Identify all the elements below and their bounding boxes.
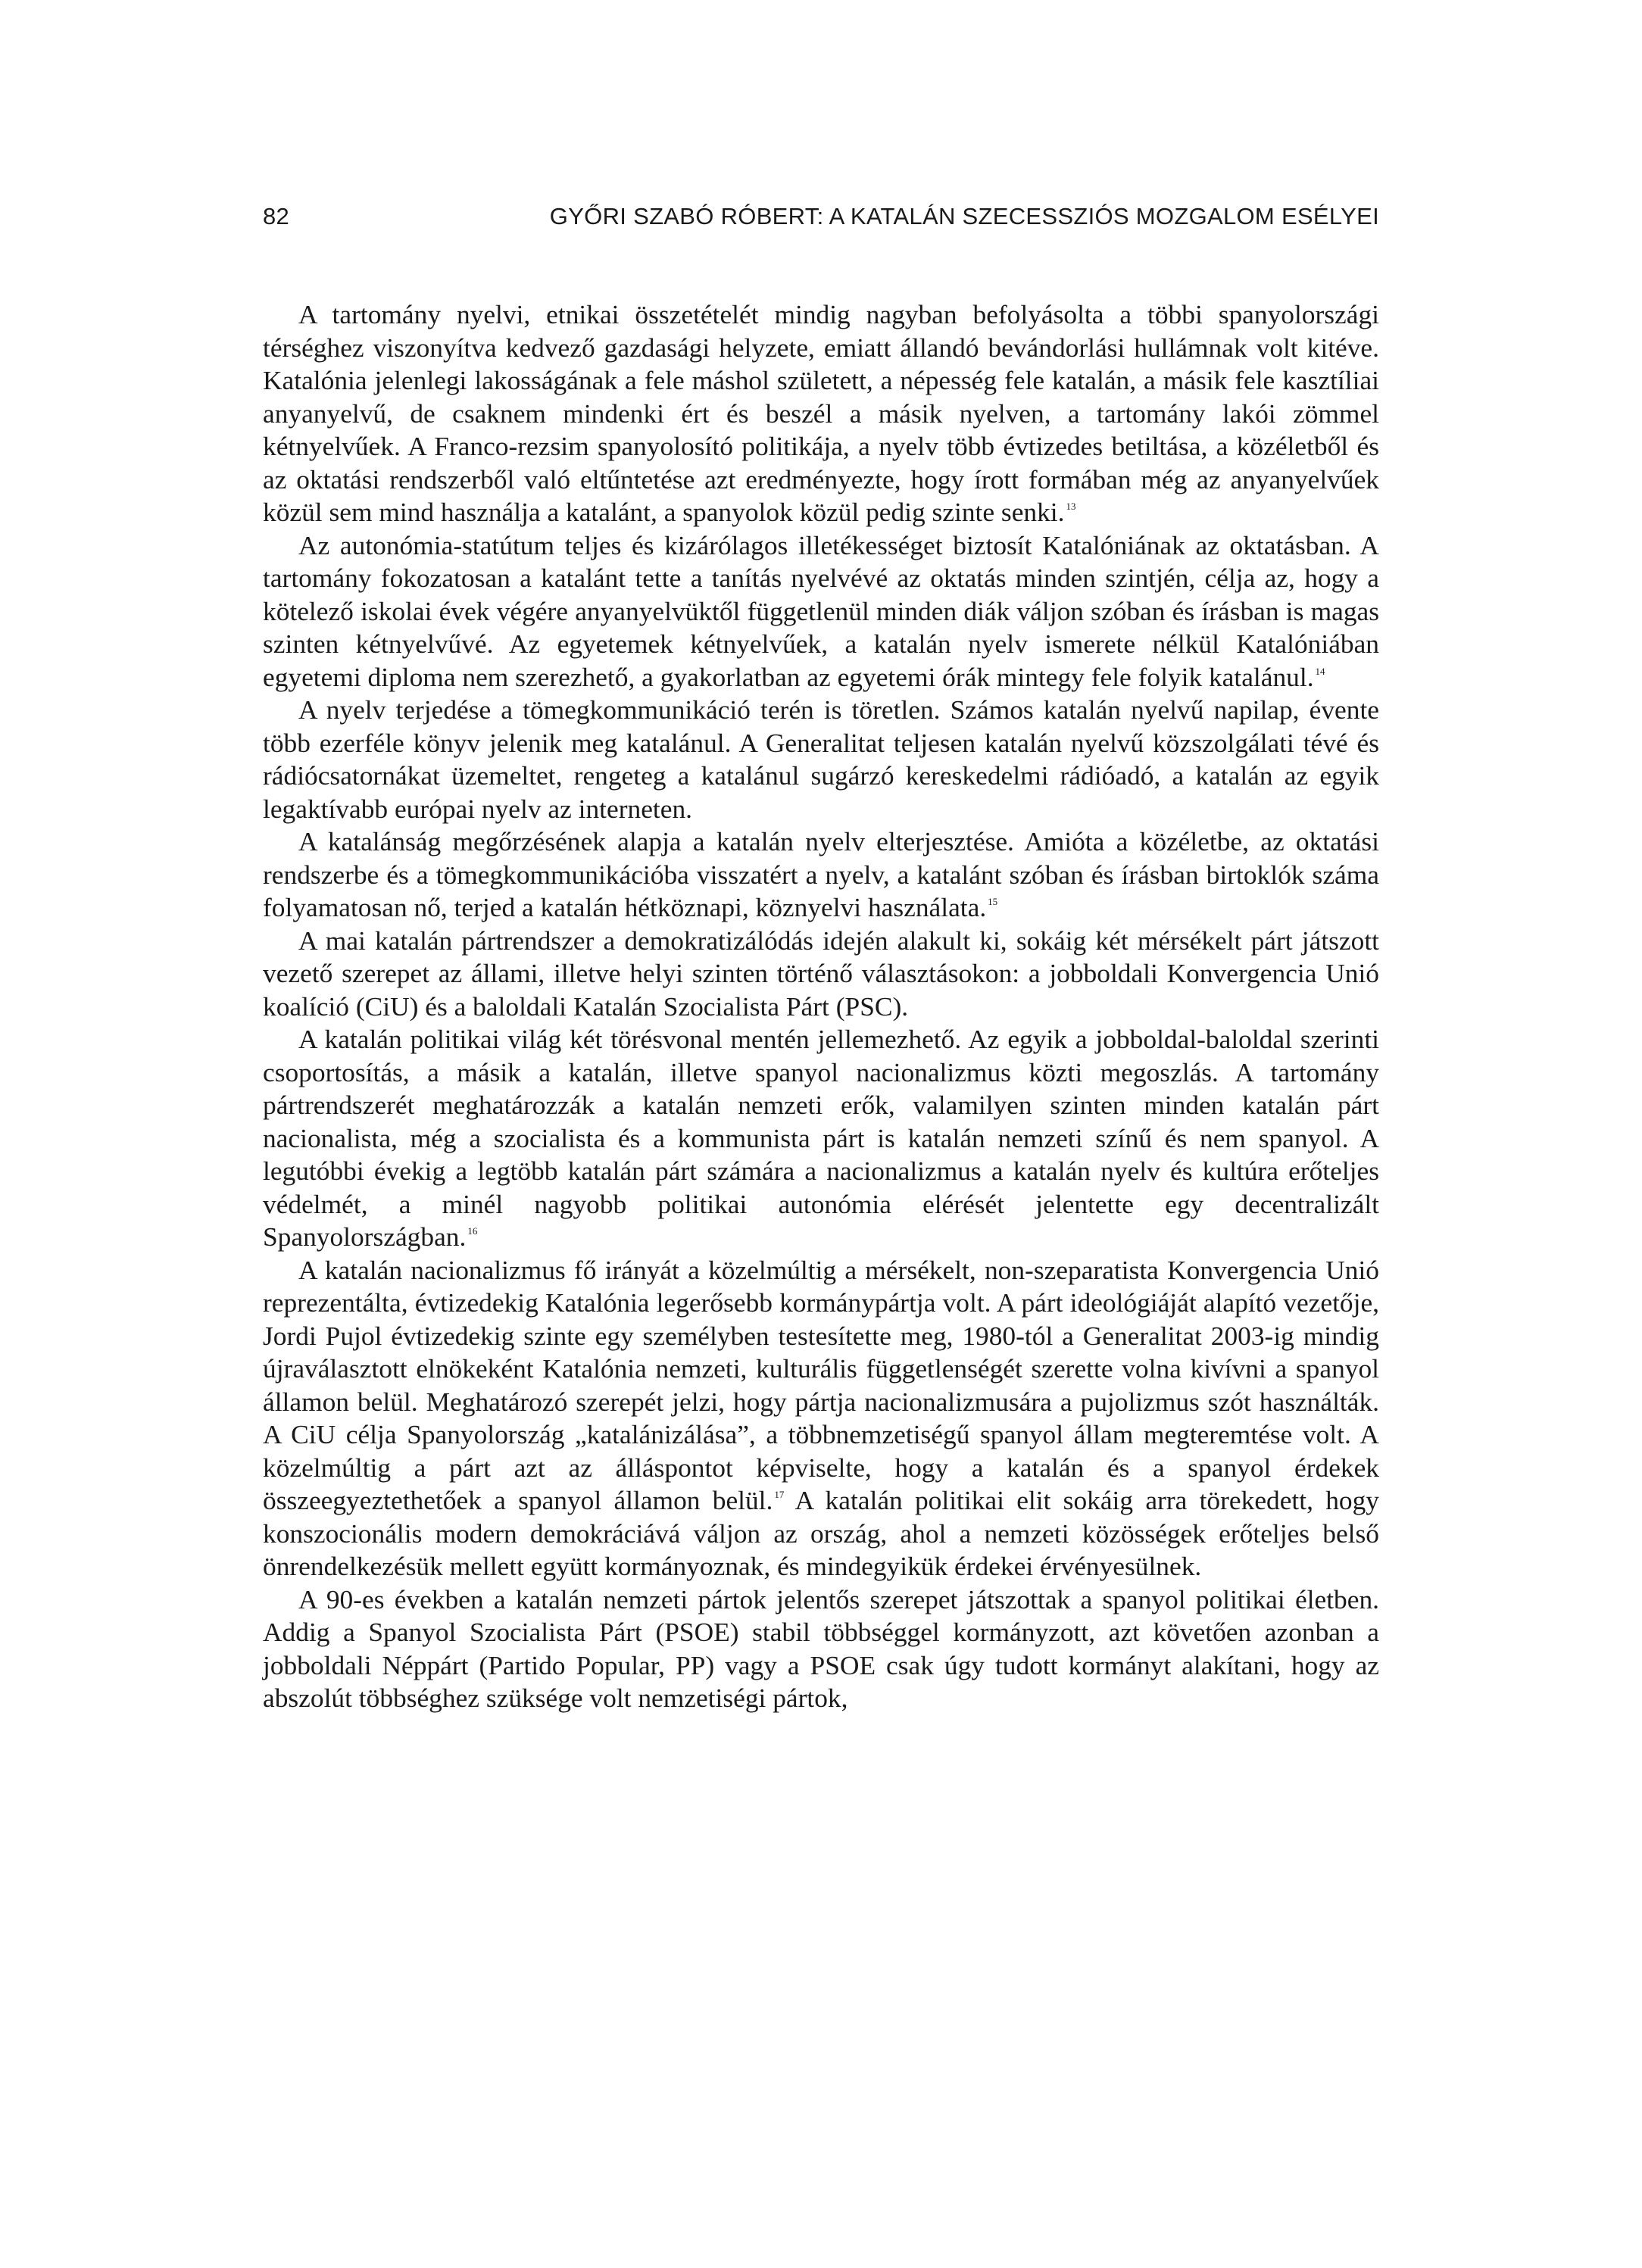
footnote-ref: 17: [774, 1489, 785, 1500]
running-header: [263, 203, 1379, 236]
body-text: [263, 298, 1379, 1715]
paragraph-text: A nyelv terjedése a tömegkommunikáció terén is töretlen. Számos katalán nyelvű napilap, évente több ezerféle könyv jelenik meg katalánul. A Generalitat teljesen katalán nyelvű közszolgálati tévé és rádiócsatornákat üzemeltet, rengeteg a katalánul sugárzó kereskedelmi rádióadó, a katalán az egyik legaktívabb európai nyelv az interneten.: [263, 694, 1379, 824]
paragraph-text: A katalánság megőrzésének alapja a katalán nyelv elterjesztése. Amióta a közéletbe, az oktatási rendszerbe és a tömegkommunikációba visszatért a nyelv, a katalánt szóban és írásban birtoklók száma folyamatosan nő, terjed a katalán hétköznapi, köznyelvi használata.: [263, 826, 1379, 922]
page-number: 82: [263, 203, 290, 229]
paragraph-text: A 90-es években a katalán nemzeti pártok jelentős szerepet játszottak a spanyol politikai életben. Addig a Spanyol Szocialista Párt (PSOE) stabil többséggel kormányzott, azt követően azonban a jobboldali Néppárt (Partido Popular, PP) vagy a PSOE csak úgy tudott kormányt alakítani, hogy az abszolút többséghez szüksége volt nemzetiségi pártok,: [263, 1583, 1379, 1713]
paragraph-text: A mai katalán pártrendszer a demokratizálódás idején alakult ki, sokáig két mérsékelt párt játszott vezető szerepet az állami, illetve helyi szinten történő választásokon: a jobboldali Konvergencia Unió koalíció (CiU) és a baloldali Katalán Szocialista Párt (PSC).: [263, 925, 1379, 1022]
paragraph: [263, 1583, 1379, 1715]
paragraph-text: A katalán nacionalizmus fő irányát a közelmúltig a mérsékelt, non-szeparatista Konvergencia Unió reprezentálta, évtizedekig Katalónia legerősebb kormánypártja volt. A párt ideológiáját alapító vezetője, Jordi Pujol évtizedekig szinte egy személyben testesítette meg, 1980-tól a Generalitat 2003-ig mindig újraválasztott elnökeként Katalónia nemzeti, kulturális függetlenségét szerette volna kivívni a spanyol államon belül. Meghatározó szerepét jelzi, hogy pártja nacionalizmusára a pujolizmus szót használták. A CiU célja Spanyolország „katalánizálása”, a többnemzetiségű spanyol állam megteremtése volt. A közelmúltig a párt azt az álláspontot képviselte, hogy a katalán és a spanyol érdekek összeegyeztethetőek a spanyol államon belül.: [263, 1254, 1379, 1515]
paragraph: [263, 529, 1379, 694]
paragraph: [263, 1254, 1379, 1583]
footnote-ref: 14: [1315, 665, 1325, 677]
paragraph: [263, 925, 1379, 1024]
paragraph: [263, 298, 1379, 529]
running-title: GYŐRI SZABÓ RÓBERT: A KATALÁN SZECESSZIÓS MOZGALOM ESÉLYEI: [549, 203, 1379, 229]
paragraph: [263, 694, 1379, 825]
footnote-ref: 13: [1066, 501, 1076, 512]
footnote-ref: 15: [988, 896, 998, 907]
paragraph: [263, 825, 1379, 925]
paragraph-text-continued: A katalán politikai elit sokáig arra törekedett, hogy konszocionális modern demokráciává váljon az ország, ahol a nemzeti közösségek erőteljes belső önrendelkezésük mellett együtt kormányoznak, és mindegyikük érdekei érvényesülnek.: [263, 1485, 1379, 1581]
paragraph: [263, 1023, 1379, 1254]
paragraph-text: A tartomány nyelvi, etnikai összetételét mindig nagyban befolyásolta a többi spanyolországi térséghez viszonyítva kedvező gazdasági helyzete, emiatt állandó bevándorlási hullámnak volt kitéve. Katalónia jelenlegi lakosságának a fele máshol született, a népesség fele katalán, a másik fele kasztíliai anyanyelvű, de csaknem mindenki ért és beszél a másik nyelven, a tartomány lakói zömmel kétnyelvűek. A Franco-rezsim spanyolosító politikája, a nyelv több évtizedes betiltása, a közéletből és az oktatási rendszerből való eltűntetése azt eredményezte, hogy írott formában még az anyanyelvűek közül sem mind használja a katalánt, a spanyolok közül pedig szinte senki.: [263, 299, 1379, 527]
paragraph-text: A katalán politikai világ két törésvonal mentén jellemezhető. Az egyik a jobboldal-baloldal szerinti csoportosítás, a másik a katalán, illetve spanyol nacionalizmus közti megoszlás. A tartomány pártrendszerét meghatározzák a katalán nemzeti erők, valamilyen szinten minden katalán párt nacionalista, még a szocialista és a kommunista párt is katalán nemzeti színű és nem spanyol. A legutóbbi évekig a legtöbb katalán párt számára a nacionalizmus a katalán nyelv és kultúra erőteljes védelmét, a minél nagyobb politikai autonómia elérését jelentette egy decentralizált Spanyolországban.: [263, 1024, 1379, 1252]
footnote-ref: 16: [467, 1225, 478, 1237]
paragraph-text: Az autonómia-statútum teljes és kizárólagos illetékességet biztosít Katalóniának az oktatásban. A tartomány fokozatosan a katalánt tette a tanítás nyelvévé az oktatás minden szintjén, célja az, hogy a kötelező iskolai évek végére anyanyelvüktől függetlenül minden diák váljon szóban és írásban is magas szinten kétnyelvűvé. Az egyetemek kétnyelvűek, a katalán nyelv ismerete nélkül Katalóniában egyetemi diploma nem szerezhető, a gyakorlatban az egyetemi órák mintegy fele folyik katalánul.: [263, 529, 1379, 692]
